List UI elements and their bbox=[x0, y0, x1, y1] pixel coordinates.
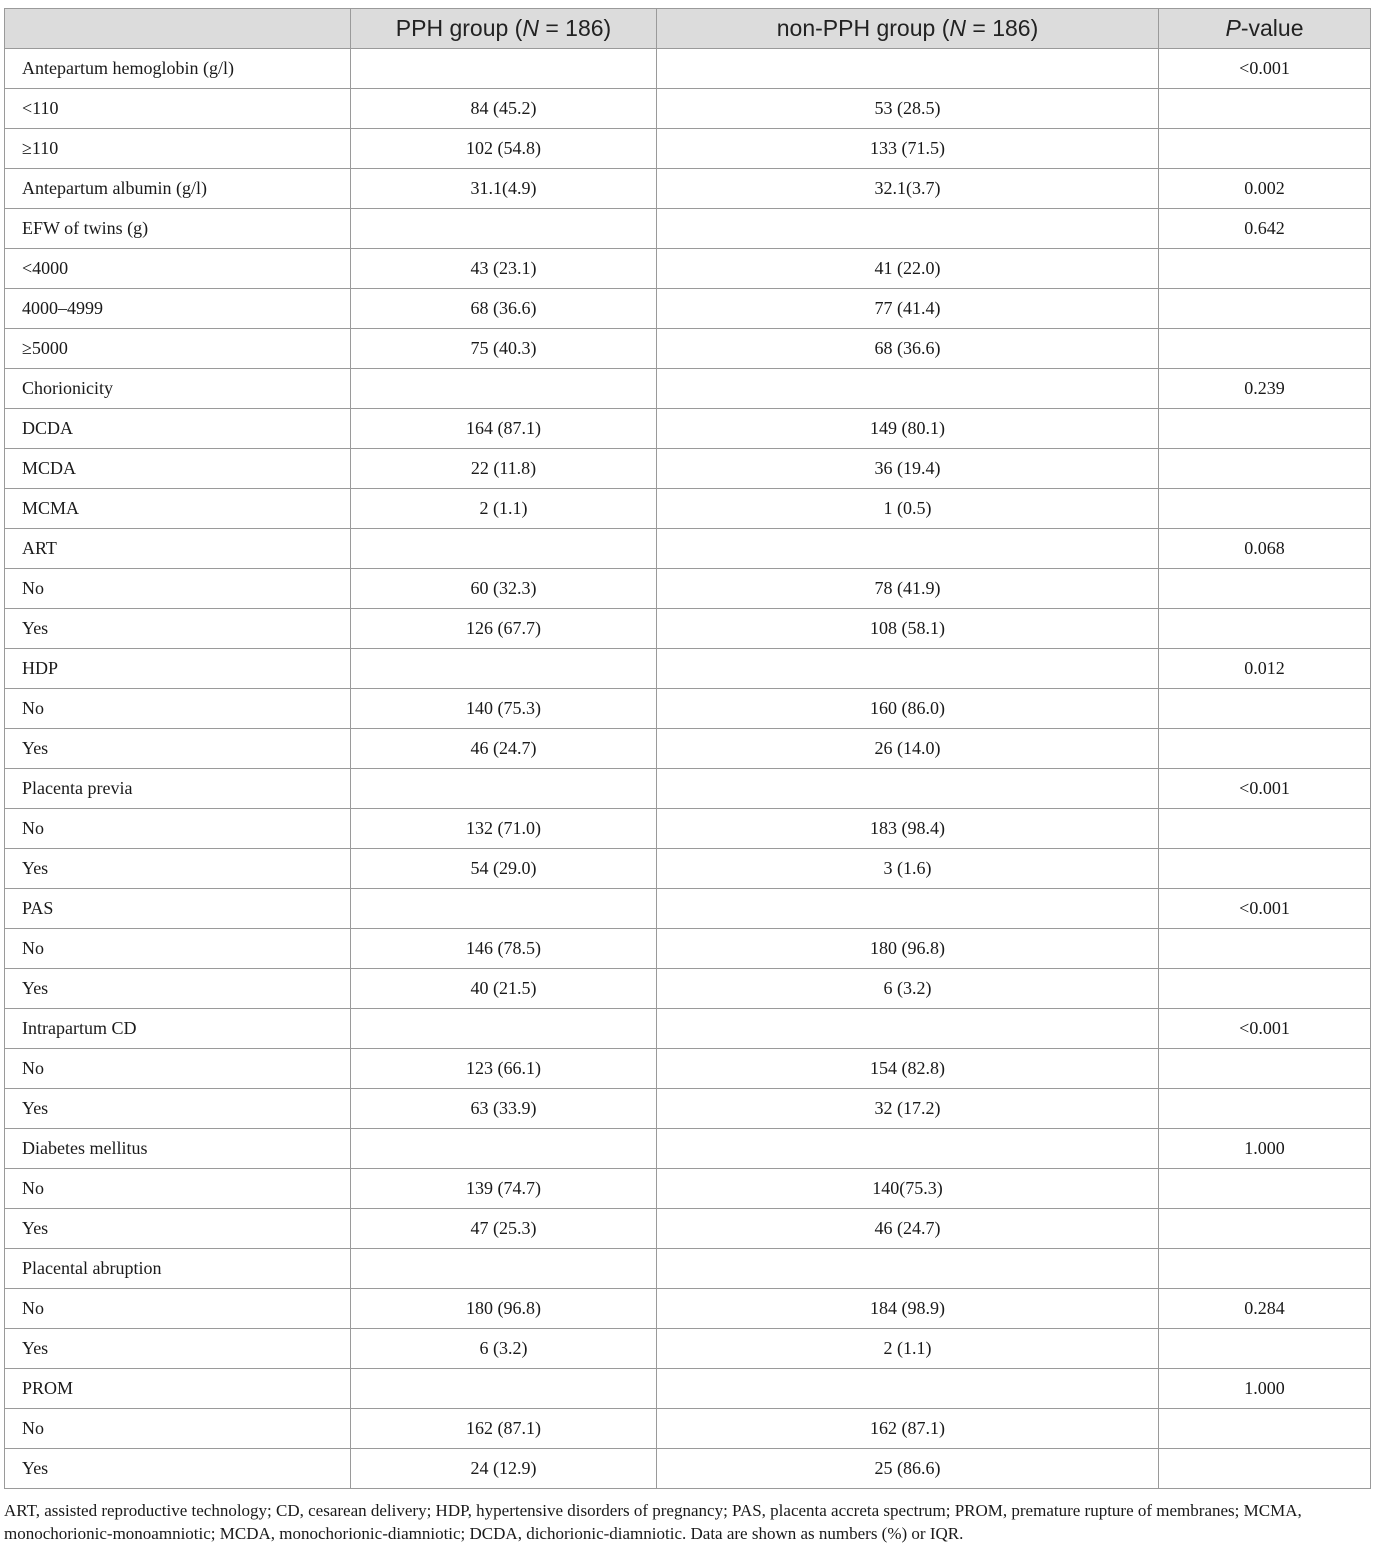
cell-p-value bbox=[1159, 1089, 1371, 1129]
cell-non-pph-group: 160 (86.0) bbox=[657, 689, 1159, 729]
cell-p-value bbox=[1159, 449, 1371, 489]
cell-p-value: 0.239 bbox=[1159, 369, 1371, 409]
cell-p-value: 0.284 bbox=[1159, 1289, 1371, 1329]
cell-non-pph-group: 32.1(3.7) bbox=[657, 169, 1159, 209]
cell-p-value bbox=[1159, 1409, 1371, 1449]
cell-pph-group: 2 (1.1) bbox=[351, 489, 657, 529]
table-row bbox=[5, 689, 1371, 729]
cell-p-value bbox=[1159, 929, 1371, 969]
cell-p-value bbox=[1159, 89, 1371, 129]
cell-variable: No bbox=[5, 1289, 351, 1329]
cell-p-value: 1.000 bbox=[1159, 1369, 1371, 1409]
cell-p-value bbox=[1159, 729, 1371, 769]
cell-pph-group bbox=[351, 1369, 657, 1409]
table-row bbox=[5, 1369, 1371, 1409]
cell-variable: ≥110 bbox=[5, 129, 351, 169]
header-pph-group: PPH group (N = 186) bbox=[351, 9, 657, 49]
cell-p-value bbox=[1159, 489, 1371, 529]
cell-p-value bbox=[1159, 1209, 1371, 1249]
cell-p-value bbox=[1159, 1449, 1371, 1489]
cell-non-pph-group: 1 (0.5) bbox=[657, 489, 1159, 529]
cell-p-value bbox=[1159, 849, 1371, 889]
cell-p-value bbox=[1159, 609, 1371, 649]
table-row bbox=[5, 1329, 1371, 1369]
cell-non-pph-group: 184 (98.9) bbox=[657, 1289, 1159, 1329]
cell-pph-group bbox=[351, 369, 657, 409]
table-row bbox=[5, 49, 1371, 89]
cell-variable: MCDA bbox=[5, 449, 351, 489]
table-row bbox=[5, 889, 1371, 929]
cell-non-pph-group bbox=[657, 649, 1159, 689]
cell-p-value bbox=[1159, 569, 1371, 609]
table-row bbox=[5, 1409, 1371, 1449]
cell-p-value bbox=[1159, 969, 1371, 1009]
table-row bbox=[5, 569, 1371, 609]
cell-variable: Yes bbox=[5, 1449, 351, 1489]
table-row bbox=[5, 1129, 1371, 1169]
table-row bbox=[5, 1289, 1371, 1329]
table-row bbox=[5, 729, 1371, 769]
cell-non-pph-group: 77 (41.4) bbox=[657, 289, 1159, 329]
cell-non-pph-group: 36 (19.4) bbox=[657, 449, 1159, 489]
cell-p-value: 0.002 bbox=[1159, 169, 1371, 209]
cell-pph-group: 60 (32.3) bbox=[351, 569, 657, 609]
cell-pph-group bbox=[351, 1129, 657, 1169]
cell-p-value bbox=[1159, 409, 1371, 449]
table-row bbox=[5, 609, 1371, 649]
table-row bbox=[5, 849, 1371, 889]
cell-variable: PAS bbox=[5, 889, 351, 929]
table-row bbox=[5, 449, 1371, 489]
cell-p-value: 0.068 bbox=[1159, 529, 1371, 569]
cell-p-value bbox=[1159, 809, 1371, 849]
cell-non-pph-group: 183 (98.4) bbox=[657, 809, 1159, 849]
cell-variable: No bbox=[5, 809, 351, 849]
cell-non-pph-group: 149 (80.1) bbox=[657, 409, 1159, 449]
cell-variable: Intrapartum CD bbox=[5, 1009, 351, 1049]
cell-pph-group bbox=[351, 209, 657, 249]
header-non-pph-group: non-PPH group (N = 186) bbox=[657, 9, 1159, 49]
cell-non-pph-group: 68 (36.6) bbox=[657, 329, 1159, 369]
cell-variable: Diabetes mellitus bbox=[5, 1129, 351, 1169]
cell-pph-group: 84 (45.2) bbox=[351, 89, 657, 129]
cell-p-value: <0.001 bbox=[1159, 49, 1371, 89]
cell-non-pph-group bbox=[657, 1369, 1159, 1409]
cell-variable: Antepartum albumin (g/l) bbox=[5, 169, 351, 209]
cell-non-pph-group bbox=[657, 769, 1159, 809]
cell-non-pph-group: 32 (17.2) bbox=[657, 1089, 1159, 1129]
cell-pph-group: 123 (66.1) bbox=[351, 1049, 657, 1089]
table-row bbox=[5, 289, 1371, 329]
cell-pph-group: 164 (87.1) bbox=[351, 409, 657, 449]
table-row bbox=[5, 249, 1371, 289]
cell-pph-group: 126 (67.7) bbox=[351, 609, 657, 649]
cell-pph-group: 47 (25.3) bbox=[351, 1209, 657, 1249]
cell-pph-group: 46 (24.7) bbox=[351, 729, 657, 769]
cell-non-pph-group: 154 (82.8) bbox=[657, 1049, 1159, 1089]
cell-pph-group: 146 (78.5) bbox=[351, 929, 657, 969]
table-row bbox=[5, 489, 1371, 529]
cell-variable: 4000–4999 bbox=[5, 289, 351, 329]
cell-p-value bbox=[1159, 249, 1371, 289]
cell-pph-group bbox=[351, 1009, 657, 1049]
table-row bbox=[5, 209, 1371, 249]
cell-non-pph-group bbox=[657, 1249, 1159, 1289]
cell-pph-group: 22 (11.8) bbox=[351, 449, 657, 489]
cell-p-value bbox=[1159, 129, 1371, 169]
cell-variable: Yes bbox=[5, 1089, 351, 1129]
cell-p-value bbox=[1159, 289, 1371, 329]
cell-variable: No bbox=[5, 929, 351, 969]
cell-p-value: <0.001 bbox=[1159, 769, 1371, 809]
table-row bbox=[5, 1209, 1371, 1249]
cell-p-value: <0.001 bbox=[1159, 1009, 1371, 1049]
cell-non-pph-group: 140(75.3) bbox=[657, 1169, 1159, 1209]
cell-pph-group: 140 (75.3) bbox=[351, 689, 657, 729]
cell-p-value: 1.000 bbox=[1159, 1129, 1371, 1169]
cell-variable: EFW of twins (g) bbox=[5, 209, 351, 249]
cell-p-value bbox=[1159, 689, 1371, 729]
table-container bbox=[4, 8, 1370, 1489]
table-row bbox=[5, 929, 1371, 969]
cell-pph-group: 43 (23.1) bbox=[351, 249, 657, 289]
cell-non-pph-group bbox=[657, 529, 1159, 569]
table-row bbox=[5, 369, 1371, 409]
cell-variable: Yes bbox=[5, 849, 351, 889]
cell-non-pph-group: 2 (1.1) bbox=[657, 1329, 1159, 1369]
cell-variable: No bbox=[5, 1409, 351, 1449]
cell-variable: No bbox=[5, 569, 351, 609]
cell-variable: Chorionicity bbox=[5, 369, 351, 409]
table-row bbox=[5, 129, 1371, 169]
cell-pph-group bbox=[351, 1249, 657, 1289]
cell-variable: Placental abruption bbox=[5, 1249, 351, 1289]
cell-non-pph-group: 162 (87.1) bbox=[657, 1409, 1159, 1449]
table-row bbox=[5, 1009, 1371, 1049]
cell-non-pph-group bbox=[657, 1129, 1159, 1169]
cell-non-pph-group: 25 (86.6) bbox=[657, 1449, 1159, 1489]
cell-pph-group bbox=[351, 49, 657, 89]
table-row bbox=[5, 809, 1371, 849]
cell-p-value bbox=[1159, 1049, 1371, 1089]
cell-variable: <4000 bbox=[5, 249, 351, 289]
cell-pph-group: 6 (3.2) bbox=[351, 1329, 657, 1369]
table-header bbox=[5, 9, 1371, 49]
cell-variable: ≥5000 bbox=[5, 329, 351, 369]
cell-variable: ART bbox=[5, 529, 351, 569]
cell-pph-group bbox=[351, 649, 657, 689]
cell-non-pph-group bbox=[657, 49, 1159, 89]
cell-p-value bbox=[1159, 1329, 1371, 1369]
cell-pph-group: 40 (21.5) bbox=[351, 969, 657, 1009]
cell-non-pph-group bbox=[657, 369, 1159, 409]
cell-variable: No bbox=[5, 1169, 351, 1209]
cell-non-pph-group: 3 (1.6) bbox=[657, 849, 1159, 889]
table-footnote: ART, assisted reproductive technology; CD, cesarean delivery; HDP, hypertensive disorders of pregnancy; PAS, placenta accreta spectrum; PROM, premature rupture of membranes; MCMA, monochorionic-monoamniotic; MCDA, monochorionic-diamniotic; DCDA, dichorionic-diamniotic. Data are shown as numbers (%) or IQR. bbox=[4, 1501, 1302, 1543]
cell-pph-group: 31.1(4.9) bbox=[351, 169, 657, 209]
table-row bbox=[5, 409, 1371, 449]
header-p-value: P-value bbox=[1159, 9, 1371, 49]
header-variable bbox=[5, 9, 351, 49]
cell-variable: PROM bbox=[5, 1369, 351, 1409]
cell-variable: Yes bbox=[5, 1329, 351, 1369]
cell-variable: No bbox=[5, 1049, 351, 1089]
cell-non-pph-group bbox=[657, 209, 1159, 249]
cell-variable: Yes bbox=[5, 729, 351, 769]
table-row bbox=[5, 1449, 1371, 1489]
cell-variable: Yes bbox=[5, 1209, 351, 1249]
cell-variable: DCDA bbox=[5, 409, 351, 449]
cell-pph-group bbox=[351, 889, 657, 929]
table-row bbox=[5, 329, 1371, 369]
cell-non-pph-group bbox=[657, 889, 1159, 929]
cell-non-pph-group bbox=[657, 1009, 1159, 1049]
table-row bbox=[5, 769, 1371, 809]
cell-pph-group: 162 (87.1) bbox=[351, 1409, 657, 1449]
cell-pph-group bbox=[351, 529, 657, 569]
cell-pph-group: 102 (54.8) bbox=[351, 129, 657, 169]
cell-non-pph-group: 108 (58.1) bbox=[657, 609, 1159, 649]
table-row bbox=[5, 1089, 1371, 1129]
cell-non-pph-group: 41 (22.0) bbox=[657, 249, 1159, 289]
cell-variable: <110 bbox=[5, 89, 351, 129]
cell-pph-group: 68 (36.6) bbox=[351, 289, 657, 329]
cell-non-pph-group: 53 (28.5) bbox=[657, 89, 1159, 129]
cell-p-value bbox=[1159, 329, 1371, 369]
cell-variable: No bbox=[5, 689, 351, 729]
cell-non-pph-group: 78 (41.9) bbox=[657, 569, 1159, 609]
table-body bbox=[5, 49, 1371, 1489]
cell-p-value bbox=[1159, 1249, 1371, 1289]
cell-pph-group: 132 (71.0) bbox=[351, 809, 657, 849]
table-row bbox=[5, 1169, 1371, 1209]
cell-pph-group: 54 (29.0) bbox=[351, 849, 657, 889]
table-row bbox=[5, 89, 1371, 129]
cell-variable: MCMA bbox=[5, 489, 351, 529]
cell-p-value: 0.012 bbox=[1159, 649, 1371, 689]
cell-pph-group: 24 (12.9) bbox=[351, 1449, 657, 1489]
cell-variable: Yes bbox=[5, 609, 351, 649]
cell-pph-group: 180 (96.8) bbox=[351, 1289, 657, 1329]
table-row bbox=[5, 969, 1371, 1009]
cell-variable: Yes bbox=[5, 969, 351, 1009]
table-row bbox=[5, 529, 1371, 569]
cell-pph-group bbox=[351, 769, 657, 809]
cell-pph-group: 63 (33.9) bbox=[351, 1089, 657, 1129]
cell-non-pph-group: 46 (24.7) bbox=[657, 1209, 1159, 1249]
cell-non-pph-group: 180 (96.8) bbox=[657, 929, 1159, 969]
data-table bbox=[4, 8, 1371, 1489]
cell-p-value: 0.642 bbox=[1159, 209, 1371, 249]
table-row bbox=[5, 649, 1371, 689]
table-row bbox=[5, 1049, 1371, 1089]
table-row bbox=[5, 169, 1371, 209]
cell-p-value: <0.001 bbox=[1159, 889, 1371, 929]
header-row bbox=[5, 9, 1371, 49]
cell-variable: Placenta previa bbox=[5, 769, 351, 809]
table-row bbox=[5, 1249, 1371, 1289]
cell-non-pph-group: 6 (3.2) bbox=[657, 969, 1159, 1009]
cell-variable: Antepartum hemoglobin (g/l) bbox=[5, 49, 351, 89]
cell-p-value bbox=[1159, 1169, 1371, 1209]
cell-variable: HDP bbox=[5, 649, 351, 689]
cell-non-pph-group: 133 (71.5) bbox=[657, 129, 1159, 169]
cell-pph-group: 139 (74.7) bbox=[351, 1169, 657, 1209]
cell-pph-group: 75 (40.3) bbox=[351, 329, 657, 369]
cell-non-pph-group: 26 (14.0) bbox=[657, 729, 1159, 769]
